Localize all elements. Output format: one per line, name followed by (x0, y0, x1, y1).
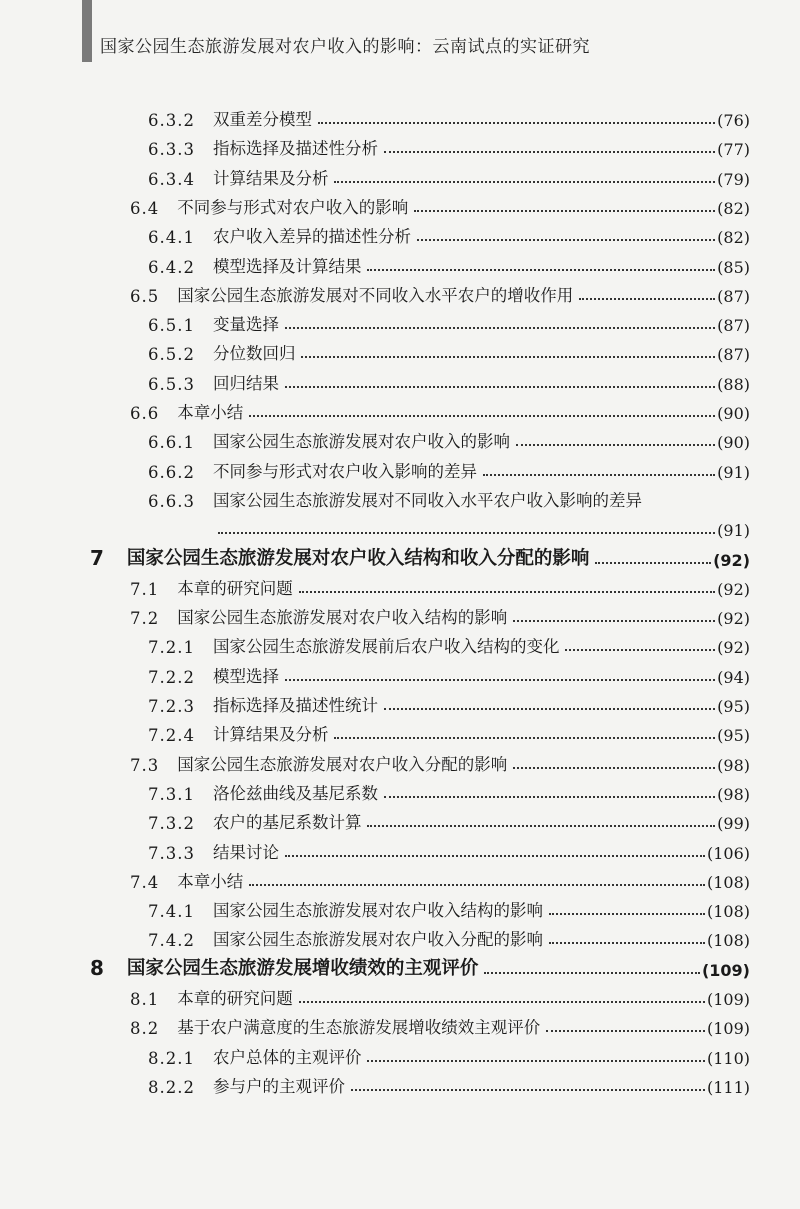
toc-page-number: (109) (706, 1019, 750, 1039)
leader-dots (513, 767, 715, 769)
toc-entry[interactable] (130, 188, 750, 218)
leader-dots (565, 649, 715, 651)
leader-dots (546, 1030, 705, 1032)
toc-page-number: (99) (717, 814, 750, 834)
toc-entry[interactable] (148, 334, 750, 364)
toc-page-number: (77) (717, 140, 750, 160)
leader-dots (516, 444, 715, 446)
toc-number: 7.4.1 (148, 902, 195, 922)
toc-title: 国家公园生态旅游发展增收绩效的主观评价 (126, 957, 479, 979)
toc-number: 6.5.1 (148, 316, 195, 336)
toc-entry[interactable] (148, 159, 750, 189)
toc-entry[interactable] (148, 833, 750, 863)
toc-number: 6.6.3 (148, 491, 195, 511)
toc-entry[interactable] (148, 452, 750, 482)
toc-number: 8.1 (130, 990, 160, 1009)
toc-title: 参与户的主观评价 (212, 1076, 345, 1096)
toc-number: 7 (90, 545, 105, 570)
leader-dots (334, 737, 715, 739)
toc-number: 6.4.2 (148, 257, 195, 277)
toc-number: 7.2.2 (148, 667, 195, 687)
leader-dots (299, 1001, 705, 1003)
toc-entry[interactable] (130, 979, 750, 1009)
toc-page-number: (92) (713, 550, 750, 570)
toc-entry[interactable] (148, 920, 750, 950)
toc-page-number: (91) (717, 462, 750, 482)
leader-dots (414, 210, 715, 212)
toc-title: 本章的研究问题 (177, 578, 293, 598)
leader-dots (249, 415, 715, 417)
toc-page-number: (98) (717, 784, 750, 804)
toc-title: 变量选择 (212, 315, 279, 335)
leader-dots (285, 327, 715, 329)
leader-dots (513, 620, 715, 622)
leader-dots (384, 151, 715, 153)
toc-page-number: (87) (717, 316, 750, 336)
toc-number: 8.2.2 (148, 1077, 195, 1097)
toc-number: 7.3.1 (148, 784, 195, 804)
toc-number: 7.2.4 (148, 726, 195, 746)
toc-page-number: (82) (717, 228, 750, 248)
toc-title: 指标选择及描述性统计 (212, 696, 378, 715)
toc-number: 6.6 (130, 404, 160, 423)
toc-page-number: (92) (717, 638, 750, 658)
toc-number: 6.3.3 (148, 140, 195, 160)
toc-title: 计算结果及分析 (212, 725, 329, 745)
leader-dots (367, 1060, 704, 1062)
toc-number: 6.3.4 (148, 169, 195, 189)
toc-title: 模型选择及计算结果 (212, 256, 362, 276)
toc-page-number: (82) (717, 198, 750, 218)
toc-title: 分位数回归 (212, 344, 296, 364)
toc-entry[interactable] (148, 627, 750, 657)
toc-entry[interactable] (148, 129, 750, 159)
toc-entry[interactable] (130, 862, 750, 892)
leader-dots (334, 181, 715, 183)
leader-dots (384, 796, 715, 798)
toc-number: 7.2.3 (148, 697, 195, 716)
running-header: 国家公园生态旅游发展对农户收入的影响：云南试点的实证研究 (100, 37, 590, 57)
toc-page-number: (109) (701, 960, 750, 980)
toc-page-number: (106) (706, 843, 750, 863)
toc-title: 农户收入差异的描述性分析 (212, 227, 411, 247)
toc-title: 回归结果 (212, 373, 279, 393)
leader-dots (285, 679, 715, 681)
toc-entry[interactable] (148, 803, 750, 833)
leader-dots (299, 591, 715, 593)
header-accent-bar (82, 0, 92, 62)
toc-number: 7.2.1 (148, 638, 195, 658)
toc-page-number: (79) (717, 169, 750, 189)
toc-title: 国家公园生态旅游发展对农户收入结构和收入分配的影响 (126, 547, 590, 569)
toc-page-number: (90) (717, 433, 750, 453)
toc-page-number: (98) (717, 755, 750, 775)
toc-page-number: (90) (717, 404, 750, 423)
toc-chapter[interactable] (90, 540, 750, 570)
toc-page-number: (108) (706, 872, 750, 892)
toc-title: 模型选择 (212, 666, 279, 686)
toc-page-number: (108) (706, 902, 750, 922)
toc-title: 基于农户满意度的生态旅游发展增收绩效主观评价 (177, 1018, 541, 1038)
toc-title: 不同参与形式对农户收入影响的差异 (212, 461, 477, 481)
toc-entry[interactable] (148, 217, 750, 247)
toc-entry[interactable] (148, 686, 750, 716)
toc-entry[interactable] (148, 305, 750, 335)
toc-title: 国家公园生态旅游发展对农户收入分配的影响 (212, 930, 543, 950)
leader-dots (484, 972, 700, 974)
toc-entry[interactable] (130, 393, 750, 423)
leader-dots (285, 386, 715, 388)
toc-entry[interactable] (148, 1038, 750, 1068)
leader-dots (367, 269, 715, 271)
toc-page-number: (110) (706, 1048, 750, 1068)
leader-dots (218, 532, 715, 534)
toc-title: 国家公园生态旅游发展对农户收入分配的影响 (177, 754, 508, 774)
toc-page-number: (92) (717, 609, 750, 629)
toc-number: 7.4 (130, 872, 160, 892)
toc-title: 双重差分模型 (212, 110, 312, 129)
toc-number: 8.2 (130, 1019, 160, 1039)
toc-entry[interactable] (130, 598, 750, 628)
toc-number: 7.3.2 (148, 814, 195, 834)
toc-entry[interactable] (148, 1067, 750, 1097)
toc-entry[interactable] (148, 422, 750, 452)
toc-number: 8 (90, 955, 105, 980)
leader-dots (483, 474, 715, 476)
toc-page-number: (87) (717, 286, 750, 306)
toc-title: 洛伦兹曲线及基尼系数 (212, 783, 378, 803)
toc-number: 6.6.1 (148, 433, 195, 453)
toc-number: 6.4.1 (148, 228, 195, 248)
toc-number: 7.1 (130, 579, 160, 599)
toc-number: 6.5 (130, 286, 160, 306)
toc-title: 本章小结 (177, 403, 244, 422)
toc-entry[interactable] (130, 1008, 750, 1038)
toc-number: 6.4 (130, 198, 160, 218)
toc-title: 国家公园生态旅游发展对农户收入的影响 (212, 432, 510, 452)
toc-entry[interactable] (148, 715, 750, 745)
toc-title: 国家公园生态旅游发展对不同收入水平农户收入影响的差异 (212, 490, 642, 510)
toc-page-number: (87) (717, 345, 750, 365)
leader-dots (579, 298, 715, 300)
toc-entry[interactable] (148, 100, 750, 130)
toc-number: 7.3.3 (148, 843, 195, 863)
toc-title: 国家公园生态旅游发展对不同收入水平农户的增收作用 (177, 285, 574, 305)
toc-page-number: (109) (706, 990, 750, 1009)
leader-dots (285, 855, 705, 857)
toc-page-number: (91) (717, 521, 750, 541)
leader-dots (417, 239, 715, 241)
toc-title: 国家公园生态旅游发展对农户收入结构的影响 (212, 901, 543, 921)
toc-page-number: (85) (717, 257, 750, 277)
toc-page-number: (108) (706, 931, 750, 951)
toc-title: 国家公园生态旅游发展前后农户收入结构的变化 (212, 637, 560, 657)
toc-entry[interactable] (148, 364, 750, 394)
leader-dots (549, 942, 705, 944)
toc-entry[interactable] (130, 569, 750, 599)
toc-entry[interactable] (148, 481, 750, 511)
toc-number: 6.5.3 (148, 374, 195, 394)
toc-title: 结果讨论 (212, 842, 279, 862)
toc-title: 不同参与形式对农户收入的影响 (177, 197, 409, 217)
toc-page-number: (111) (706, 1077, 750, 1097)
toc-entry[interactable] (148, 774, 750, 804)
toc-number: 7.3 (130, 755, 160, 775)
toc-chapter[interactable] (90, 950, 750, 980)
toc-title: 指标选择及描述性分析 (212, 139, 378, 159)
leader-dots (318, 122, 715, 124)
toc-entry[interactable] (148, 247, 750, 277)
leader-dots (384, 708, 715, 710)
leader-dots (595, 562, 711, 564)
toc-page-number: (94) (717, 667, 750, 687)
leader-dots (351, 1089, 705, 1091)
leader-dots (249, 884, 705, 886)
toc-number: 8.2.1 (148, 1048, 195, 1068)
toc-number: 6.3.2 (148, 111, 195, 130)
toc-title: 计算结果及分析 (212, 168, 329, 188)
toc-entry[interactable] (130, 745, 750, 775)
toc-title: 农户的基尼系数计算 (212, 813, 362, 833)
toc-title: 国家公园生态旅游发展对农户收入结构的影响 (177, 608, 508, 628)
toc-entry[interactable] (148, 891, 750, 921)
toc-number: 6.6.2 (148, 462, 195, 482)
toc-title: 农户总体的主观评价 (212, 1047, 362, 1067)
leader-dots (367, 825, 715, 827)
toc-number: 6.5.2 (148, 345, 195, 365)
toc-number: 7.4.2 (148, 931, 195, 951)
toc-page-number: (76) (717, 111, 750, 130)
toc-entry[interactable] (130, 276, 750, 306)
toc-page-number: (88) (717, 374, 750, 394)
toc-page-number: (95) (717, 726, 750, 746)
toc-title: 本章的研究问题 (177, 989, 293, 1008)
leader-dots (301, 356, 715, 358)
toc-entry-continuation (218, 510, 750, 540)
toc-page-number: (92) (717, 579, 750, 599)
toc-title: 本章小结 (177, 871, 244, 891)
toc-page-number: (95) (717, 697, 750, 716)
leader-dots (549, 913, 705, 915)
toc-number: 7.2 (130, 609, 160, 629)
toc-entry[interactable] (148, 657, 750, 687)
